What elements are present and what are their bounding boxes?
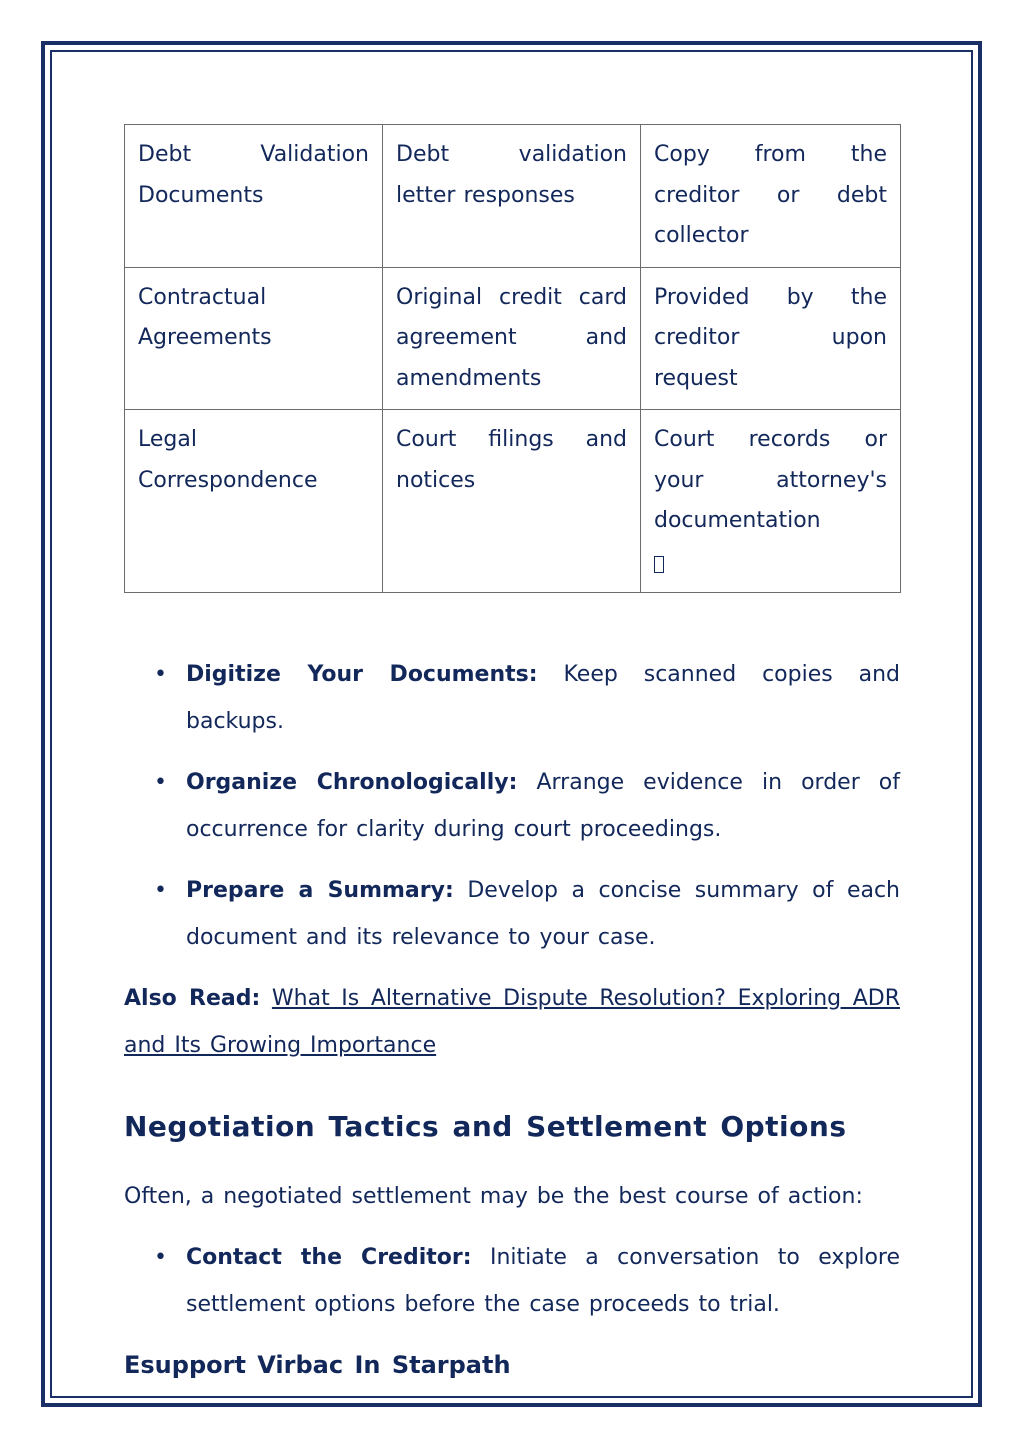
tip-title: Organize Chronologically: <box>186 770 518 795</box>
list-item <box>124 759 900 853</box>
tips-list <box>124 651 900 961</box>
table-row <box>125 410 901 593</box>
table-cell: Provided by the creditor upon request <box>641 267 901 410</box>
bullet-icon: • <box>154 662 167 687</box>
table-cell <box>641 410 901 593</box>
also-read <box>124 975 900 1069</box>
section-intro: Often, a negotiated settlement may be the best course of action: <box>124 1184 863 1209</box>
bullet-icon: • <box>154 878 167 903</box>
table-cell-text: Court records or your attorney's documentation <box>654 427 887 533</box>
list-item <box>124 867 900 961</box>
table-cell: Original credit card agreement and amendments <box>383 267 641 410</box>
item-title: Contact the Creditor: <box>186 1245 472 1270</box>
table-cell: Debt Validation Documents <box>125 125 383 268</box>
table-cell: Debt validation letter responses <box>383 125 641 268</box>
also-read-label: Also Read: <box>124 986 261 1011</box>
footer-text: Esupport Virbac In Starpath <box>124 1351 511 1379</box>
bullet-icon: • <box>154 770 167 795</box>
documents-table <box>124 124 901 593</box>
tip-text: Develop a concise summary of each document and its relevance to your case. <box>186 878 900 950</box>
item-text: Initiate a conversation to explore settlement options before the case proceeds to trial. <box>186 1245 901 1317</box>
missing-glyph-icon <box>654 556 664 573</box>
tip-title: Prepare a Summary: <box>186 878 454 903</box>
page-content <box>124 124 900 1342</box>
list-item <box>124 1234 900 1328</box>
table-cell: Contractual Agreements <box>125 267 383 410</box>
tip-text: Arrange evidence in order of occurrence for clarity during court proceedings. <box>186 770 900 842</box>
table-cell: Copy from the creditor or debt collector <box>641 125 901 268</box>
tip-text: Keep scanned copies and backups. <box>186 662 900 734</box>
section-heading: Negotiation Tactics and Settlement Options <box>124 1110 847 1143</box>
table-row <box>125 125 901 268</box>
table-cell: Court filings and notices <box>383 410 641 593</box>
table-row <box>125 267 901 410</box>
table-cell: Legal Correspondence <box>125 410 383 593</box>
list-item <box>124 651 900 745</box>
also-read-link[interactable]: What Is Alternative Dispute Resolution? Exploring ADR and Its Growing Importance <box>124 986 900 1058</box>
section-list <box>124 1234 900 1328</box>
bullet-icon: • <box>154 1245 167 1270</box>
tip-title: Digitize Your Documents: <box>186 662 538 687</box>
